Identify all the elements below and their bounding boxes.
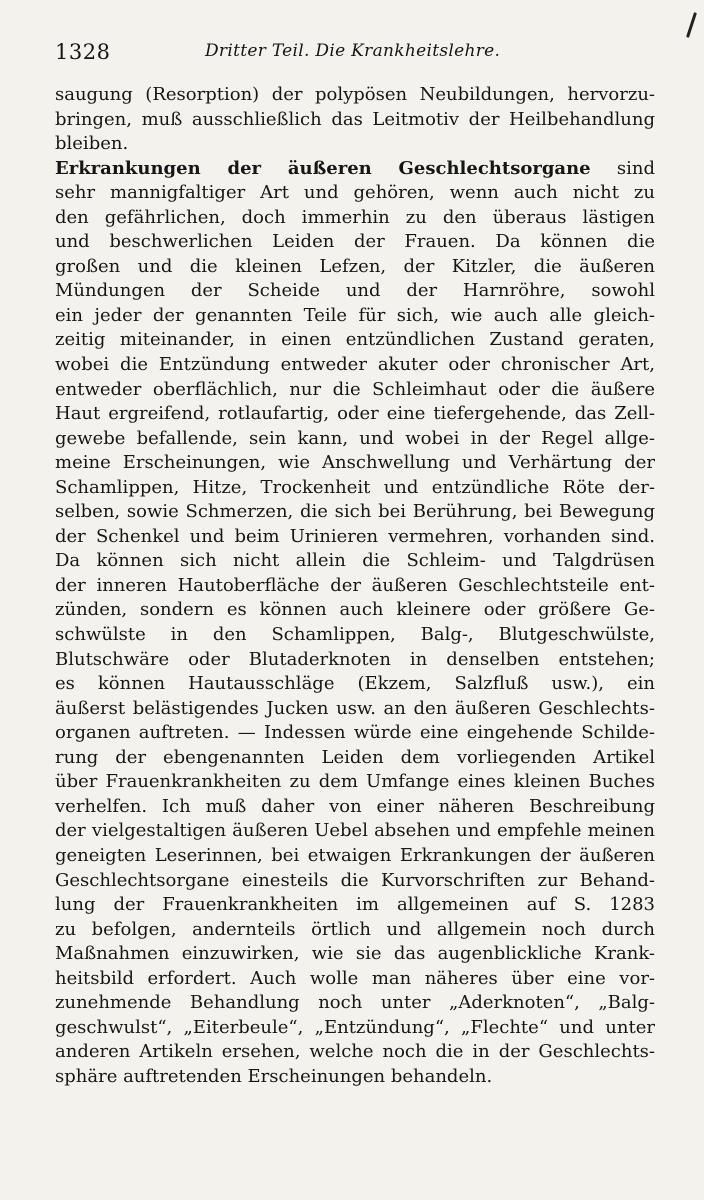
text-line: selben, sowie Schmerzen, die sich bei Berührung, bei Bewegung xyxy=(55,501,655,523)
page-number: 1328 xyxy=(55,40,111,64)
text-line: geneigten Leserinnen, bei etwaigen Erkrankungen der äußeren xyxy=(55,844,655,866)
text-line: bleiben. xyxy=(55,133,129,155)
text-line: saugung (Resorption) der polypösen Neubildungen, hervorzu- xyxy=(55,84,655,105)
text-line: lung der Frauenkrankheiten im allgemeinen auf S. 1283 xyxy=(55,894,655,916)
text-line: Maßnahmen einzuwirken, wie sie das augenblickliche Krank- xyxy=(55,943,655,965)
text-line: anderen Artikeln ersehen, welche noch die in der Geschlechts- xyxy=(55,1041,655,1063)
text-line: zunehmende Behandlung noch unter „Aderknoten“, „Balg- xyxy=(55,992,655,1014)
text-line: entweder oberflächlich, nur die Schleimhaut oder die äußere xyxy=(55,378,655,400)
text-line: und beschwerlichen Leiden der Frauen. Da können die xyxy=(55,231,655,253)
text-line: über Frauenkrankheiten zu dem Umfange eines kleinen Buches xyxy=(55,771,655,793)
text-line: Blutschwäre oder Blutaderknoten in denselben entstehen; xyxy=(55,648,655,670)
text-line: gewebe befallende, sein kann, und wobei in der Regel allge- xyxy=(55,427,655,449)
text-line: äußerst belästigendes Jucken usw. an den äußeren Geschlechts- xyxy=(55,697,655,719)
text-line: Haut ergreifend, rotlaufartig, oder eine tiefergehende, das Zell- xyxy=(55,403,655,425)
text-line: meine Erscheinungen, wie Anschwellung und Verhärtung der xyxy=(55,452,655,474)
body-text xyxy=(55,83,655,1089)
text-line: zünden, sondern es können auch kleinere oder größere Ge- xyxy=(55,599,655,621)
text-line: der inneren Hautoberfläche der äußeren Geschlechtsteile ent- xyxy=(55,574,655,596)
text-line: großen und die kleinen Lefzen, der Kitzler, die äußeren xyxy=(55,255,655,277)
text-line: der vielgestaltigen äußeren Uebel absehen und empfehle meinen xyxy=(55,820,655,842)
heading-continuation: sind xyxy=(590,157,655,179)
running-head: Dritter Teil. Die Krankheitslehre. xyxy=(205,41,501,61)
text-line: ein jeder der genannten Teile für sich, wie auch alle gleich- xyxy=(55,304,655,326)
text-line: schwülste in den Schamlippen, Balg-, Blutgeschwülste, xyxy=(55,624,655,646)
text-line: Geschlechtsorgane einesteils die Kurvorschriften zur Behand- xyxy=(55,869,655,891)
text-line: den gefährlichen, doch immerhin zu den überaus lästigen xyxy=(55,206,655,228)
text-line: sphäre auftretenden Erscheinungen behandeln. xyxy=(55,1065,493,1087)
page-header xyxy=(55,40,655,70)
text-line: wobei die Entzündung entweder akuter oder chronischer Art, xyxy=(55,354,655,376)
heading-line xyxy=(55,157,655,182)
text-line: bringen, muß ausschließlich das Leitmotiv der Heilbehandlung xyxy=(55,108,655,130)
text-line: rung der ebengenannten Leiden dem vorliegenden Artikel xyxy=(55,746,655,768)
text-line: der Schenkel und beim Urinieren vermehren, vorhanden sind. xyxy=(55,525,655,547)
text-line: Da können sich nicht allein die Schleim- und Talgdrüsen xyxy=(55,550,655,572)
text-line: Schamlippen, Hitze, Trockenheit und entzündliche Röte der- xyxy=(55,476,655,498)
text-line: verhelfen. Ich muß daher von einer näheren Beschreibung xyxy=(55,795,655,817)
text-line: Mündungen der Scheide und der Harnröhre, sowohl xyxy=(55,280,655,302)
text-line: sehr mannigfaltiger Art und gehören, wenn auch nicht zu xyxy=(55,182,655,204)
section-heading: Erkrankungen der äußeren Geschlechtsorgane xyxy=(55,157,591,179)
text-line: geschwulst“, „Eiterbeule“, „Entzündung“, „Flechte“ und unter xyxy=(55,1016,655,1038)
text-line: es können Hautausschläge (Ekzem, Salzfluß usw.), ein xyxy=(55,673,655,695)
text-line: zeitig miteinander, in einen entzündlichen Zustand geraten, xyxy=(55,329,655,351)
text-line: heitsbild erfordert. Auch wolle man näheres über eine vor- xyxy=(55,967,655,989)
text-line: organen auftreten. — Indessen würde eine eingehende Schilde- xyxy=(55,722,655,744)
text-line: zu befolgen, andernteils örtlich und allgemein noch durch xyxy=(55,918,655,940)
page-edge-mark xyxy=(686,12,697,38)
